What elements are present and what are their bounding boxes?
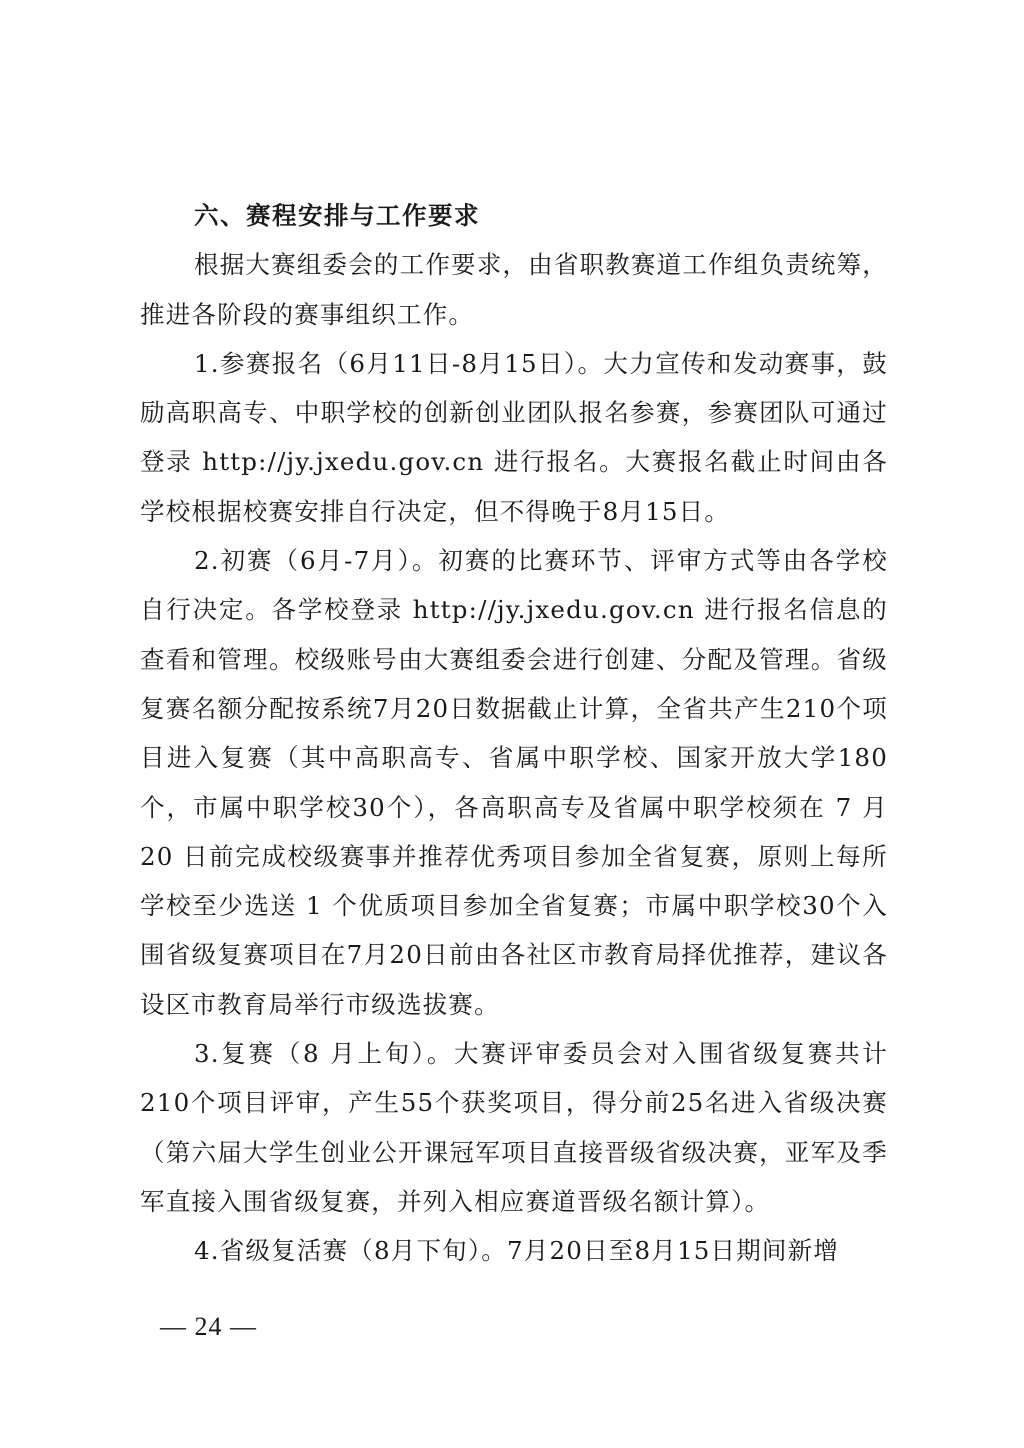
paragraph-revival: 4.省级复活赛（8月下旬）。7月20日至8月15日期间新增 (194, 1236, 840, 1266)
page-number: — 24 — (160, 1312, 257, 1341)
section-heading: 六、赛程安排与工作要求 (194, 201, 480, 230)
document-body (140, 191, 888, 1276)
paragraph-registration: 1.参赛报名（6月11日-8月15日）。大力宣传和发动赛事，鼓励高职高专、中职学校的创新创业团队报名参赛，参赛团队可通过登录 http://jy.jxedu.gov.cn 进行报名。大赛报名截止时间由各学校根据校赛安排自行决定，但不得晚于8月15日。 (140, 348, 888, 526)
paragraph-intro: 根据大赛组委会的工作要求，由省职教赛道工作组负责统筹，推进各阶段的赛事组织工作。 (140, 250, 888, 329)
paragraph-preliminary: 2.初赛（6月-7月）。初赛的比赛环节、评审方式等由各学校自行决定。各学校登录 http://jy.jxedu.gov.cn 进行报名信息的查看和管理。校级账号由大赛组委会进行创建、分配及管理。省级复赛名额分配按系统7月20日数据截止计算，全省共产生210个项目进入复赛（其中高职高专、省属中职学校、国家开放大学180个，市属中职学校30个），各高职高专及省属中职学校须在 7 月 20 日前完成校级赛事并推荐优秀项目参加全省复赛，原则上每所学校至少选送 1 个优质项目参加全省复赛；市属中职学校30个入围省级复赛项目在7月20日前由各社区市教育局择优推荐，建议各设区市教育局举行市级选拔赛。 (140, 546, 888, 1019)
paragraph-semifinal: 3.复赛（8 月上旬）。大赛评审委员会对入围省级复赛共计210个项目评审，产生55个获奖项目，得分前25名进入省级决赛（第六届大学生创业公开课冠军项目直接晋级省级决赛，亚军及季军直接入围省级复赛，并列入相应赛道晋级名额计算）。 (140, 1039, 888, 1216)
